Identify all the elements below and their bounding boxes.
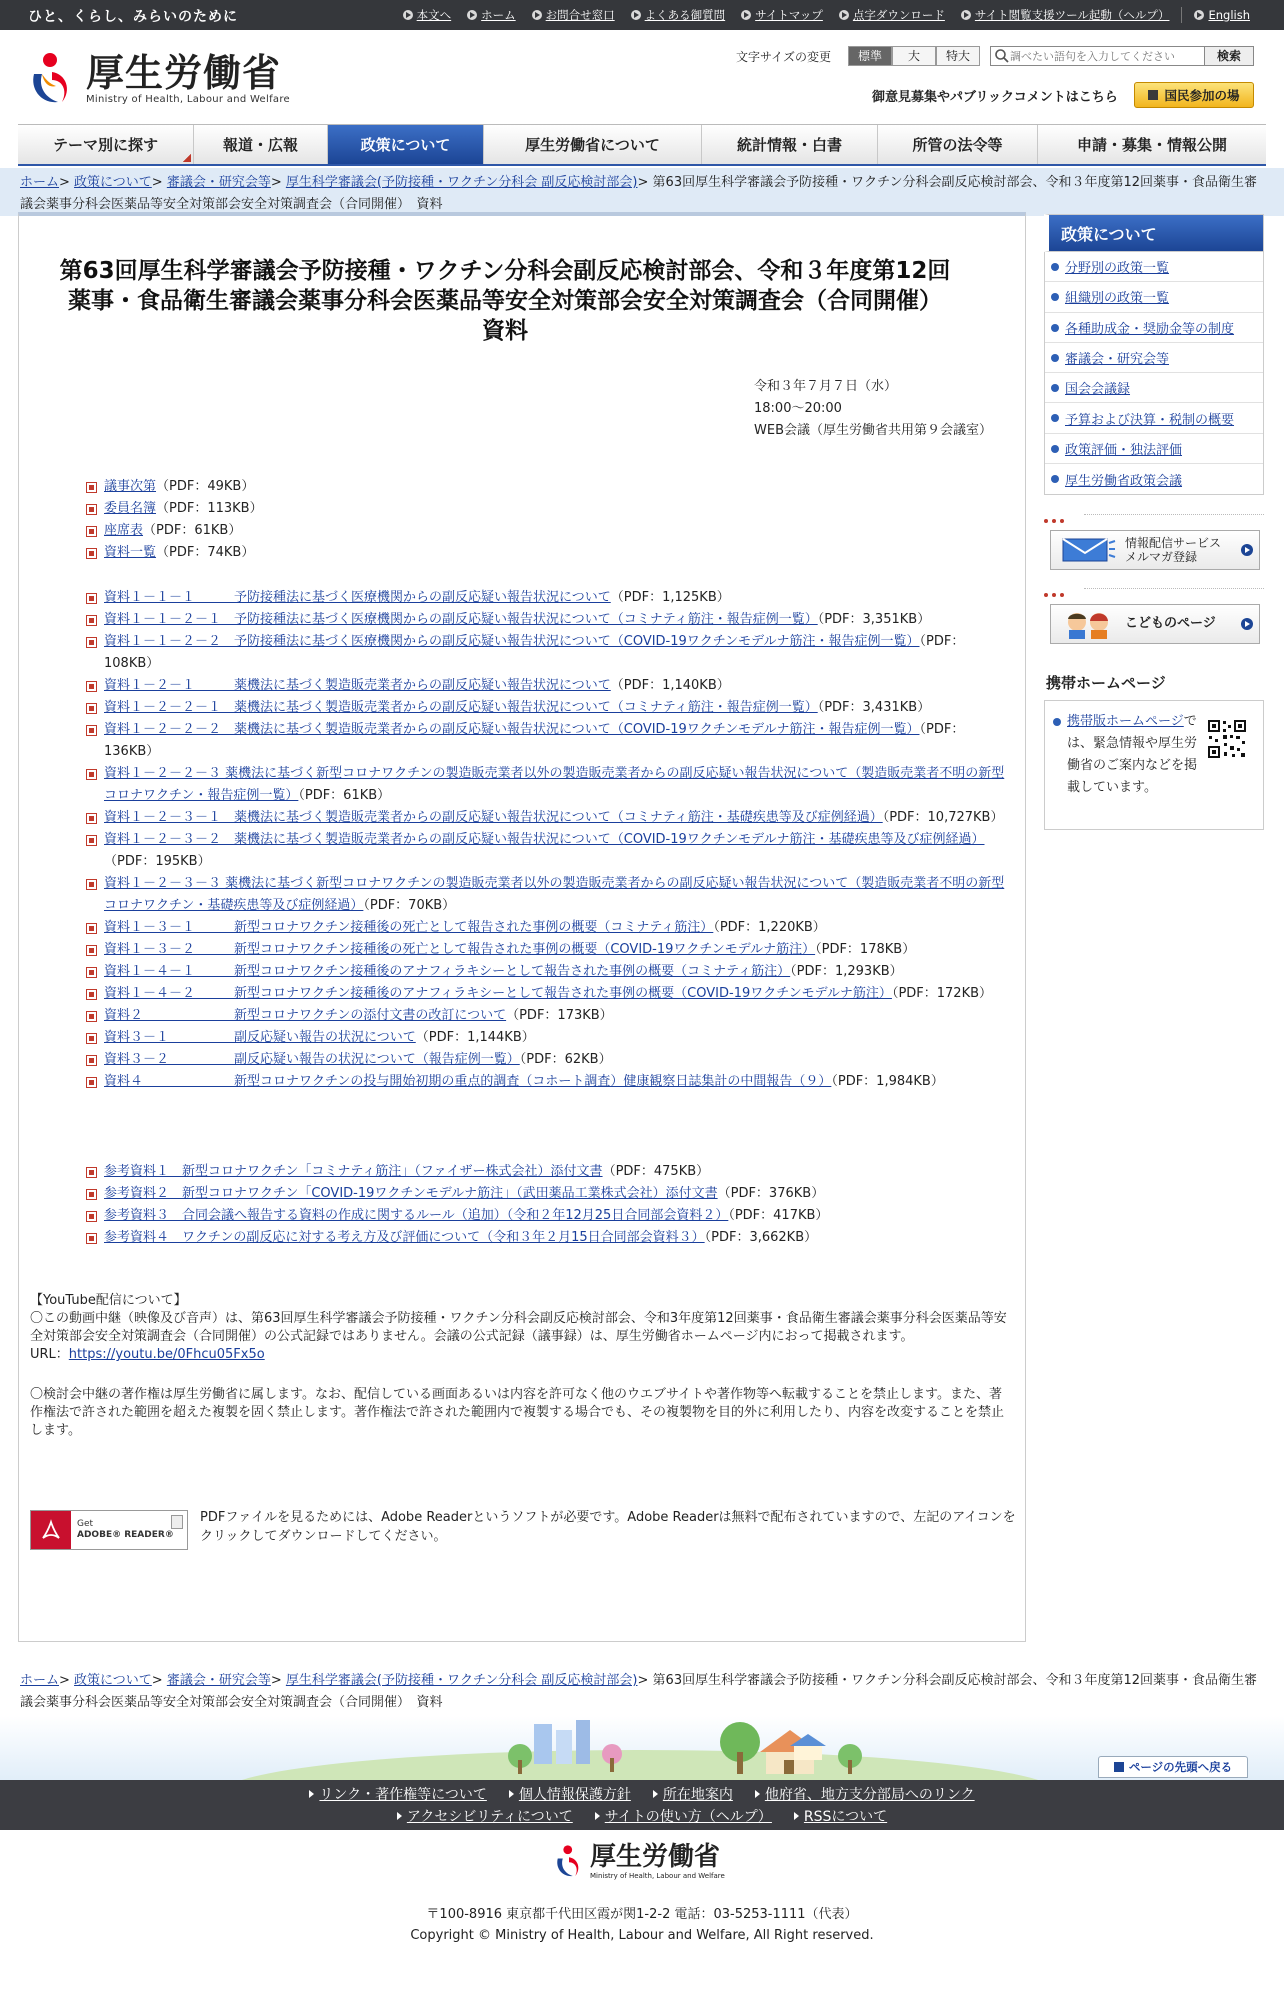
mhlw-logo-icon — [28, 50, 76, 106]
arrow-circle-icon — [403, 10, 413, 20]
mobile-site-link[interactable]: 携帯版ホームページ — [1067, 714, 1184, 729]
adobe-reader-note: PDFファイルを見るためには、Adobe Readerというソフトが必要です。Adobe Readerは無料で配布されていますので、左記のアイコンをクリックしてダウンロードしてください。 — [200, 1510, 1016, 1544]
youtube-heading: 【YouTube配信について】 — [30, 1293, 187, 1308]
pdf-icon — [86, 1189, 97, 1200]
file-size: （PDF：172KB） — [891, 986, 993, 1001]
arrow-circle-icon — [631, 10, 641, 20]
pdf-icon — [86, 967, 97, 978]
copyright-notice: 〇検討会中継の著作権は厚生労働省に属します。なお、配信している画面あるいは内容を許可なく他のウエブサイトや著作物等へ転載することを禁止します。また、著作権法で許された範囲を超えた複製を固く禁止します。著作権法で許された範囲内で複製する場合でも、その複製物を目的外に利用したり、内容を改変することを禁止します。 — [30, 1387, 1004, 1438]
mobile-site-heading: 携帯ホームページ — [1046, 674, 1166, 692]
pdf-document-link[interactable]: 資料１－２－３－２ 薬機法に基づく製造販売業者からの副反応疑い報告状況について（COVID-19ワクチンモデルナ筋注・基礎疾患等及び症例経過） — [104, 832, 985, 847]
pdf-document-link[interactable]: 資料２ 新型コロナワクチンの添付文書の改訂について — [104, 1008, 507, 1023]
pdf-document-item — [86, 520, 1012, 542]
mobile-site-box — [1044, 700, 1264, 830]
adobe-logo-icon — [31, 1511, 71, 1549]
pdf-icon — [86, 1055, 97, 1066]
arrow-circle-icon — [741, 10, 751, 20]
nav-laws[interactable]: 所管の法令等 — [878, 125, 1038, 164]
logo-subtitle: Ministry of Health, Labour and Welfare — [86, 93, 290, 105]
breadcrumb-current: 第63回厚生科学審議会予防接種・ワクチン分科会副反応検討部会、令和３年度第12回薬事・食品衛生審議会薬事分科会医薬品等安全対策部会安全対策調査会（合同開催） 資料 — [20, 1673, 1257, 1710]
file-size: （PDF：1,220KB） — [713, 920, 826, 935]
breadcrumb-councils[interactable]: 審議会・研究会等 — [166, 1673, 271, 1688]
global-nav — [18, 124, 1266, 166]
logo-title: 厚生労働省 — [86, 49, 282, 95]
font-size-standard-button[interactable]: 標準 — [848, 46, 892, 66]
pdf-document-item — [86, 631, 1012, 675]
pdf-document-link[interactable]: 資料１－３－２ 新型コロナワクチン接種後の死亡として報告された事例の概要（COVID-19ワクチンモデルナ筋注） — [104, 942, 816, 957]
pdf-document-item — [86, 961, 1012, 983]
site-logo[interactable] — [28, 50, 290, 106]
sidebar-item-evaluation[interactable]: 政策評価・独法評価 — [1045, 434, 1263, 464]
pdf-document-link[interactable]: 資料１－４－１ 新型コロナワクチン接種後のアナフィラキシーとして報告された事例の概要（コミナティ筋注） — [104, 964, 791, 979]
pdf-icon — [86, 1167, 97, 1178]
breadcrumb-home[interactable]: ホーム — [20, 1673, 60, 1688]
arrow-circle-icon — [1241, 544, 1253, 556]
pdf-document-link[interactable]: 資料１－２－３－３ 薬機法に基づく新型コロナワクチンの製造販売業者以外の製造販売業者からの副反応疑い報告状況について（製造販売業者不明の新型コロナワクチン・基礎疾患等及び症例経過） — [104, 876, 1005, 913]
file-size: （PDF：10,727KB） — [882, 810, 1004, 825]
dotted-divider — [1044, 586, 1264, 592]
file-size: （PDF：1,125KB） — [610, 590, 730, 605]
pdf-icon — [86, 1233, 97, 1244]
page-title: 第63回厚生科学審議会予防接種・ワクチン分科会副反応検討部会、令和３年度第12回 薬事・食品衛生審議会薬事分科会医薬品等安全対策部会安全対策調査会（合同開催） 資料 — [59, 258, 951, 344]
meeting-place: WEB会議（厚生労働省共用第９会議室） — [754, 423, 992, 438]
pdf-document-item — [86, 542, 1012, 564]
pdf-icon — [86, 923, 97, 934]
pdf-document-item — [86, 1161, 1012, 1183]
footer-links-row-2 — [0, 1806, 1284, 1826]
footer-link-help[interactable]: サイトの使い方（ヘルプ） — [595, 1806, 772, 1826]
file-size: （PDF：70KB） — [363, 898, 456, 913]
sidebar-item-by-field[interactable]: 分野別の政策一覧 — [1045, 252, 1263, 282]
document-list-basic — [86, 476, 1012, 564]
meeting-meta — [754, 376, 992, 442]
file-size: （PDF：108KB） — [104, 634, 965, 671]
sidebar-item-budget[interactable]: 予算および決算・税制の概要 — [1045, 403, 1263, 433]
pdf-document-item — [86, 1049, 1012, 1071]
pdf-document-link[interactable]: 資料一覧 — [104, 545, 157, 560]
breadcrumb-council-section[interactable]: 厚生科学審議会(予防接種・ワクチン分科会 副反応検討部会) — [285, 175, 638, 190]
document-list-materials — [86, 587, 1012, 1093]
pdf-icon — [86, 681, 97, 692]
file-size: （PDF：61KB） — [143, 523, 242, 538]
pdf-document-item — [86, 1027, 1012, 1049]
youtube-notice: 【YouTube配信について】 〇この動画中継（映像及び音声）は、第63回厚生科学審議会予防接種・ワクチン分科会副反応検討部会、令和3年度第12回薬事・食品衛生審議会薬事分科会医薬品等安全対策部会安全対策調査会（合同開催）の公式記録ではありません。会議の公式記録（議事録）は、厚生労働省ホームページ内におって掲載されます。 URL：https://youtu.be/0Fhcu05Fx5o 〇検討会中継の著作権は厚生労働省に属します。なお、配信している画面あるいは内容を許可なく他のウエブサイトや著作物等へ転載することを禁止します。また、著作権法で許された範囲を超えた複製を固く禁止します。著作権法で許された範囲内で複製する場合でも、その複製物を目的外に利用したり、内容を改変することを禁止します。 — [30, 1292, 1010, 1440]
toplink-sitemap[interactable]: サイトマップ — [733, 7, 831, 23]
sidebar-item-policy-meeting[interactable]: 厚生労働省政策会議 — [1045, 464, 1263, 494]
pdf-icon — [86, 482, 97, 493]
nav-applications[interactable]: 申請・募集・情報公開 — [1038, 125, 1266, 164]
breadcrumb-council-section[interactable]: 厚生科学審議会(予防接種・ワクチン分科会 副反応検討部会) — [285, 1673, 638, 1688]
pdf-icon — [86, 813, 97, 824]
pdf-document-item — [86, 807, 1012, 829]
file-size: （PDF：62KB） — [519, 1052, 612, 1067]
search-box — [990, 46, 1220, 66]
file-size: （PDF：3,431KB） — [817, 700, 931, 715]
pdf-icon — [86, 1211, 97, 1222]
toplink-braille[interactable]: 点字ダウンロード — [831, 7, 953, 23]
youtube-link[interactable]: https://youtu.be/0Fhcu05Fx5o — [68, 1347, 265, 1362]
footer-links-row-1 — [0, 1784, 1284, 1804]
search-button[interactable]: 検索 — [1204, 46, 1254, 66]
public-comment-text: 御意見募集やパブリックコメントはこちら — [872, 90, 1118, 105]
file-size: （PDF：376KB） — [717, 1186, 825, 1201]
copyright: Copyright © Ministry of Health, Labour and Welfare, All Right reserved. — [410, 1928, 874, 1943]
pdf-document-item — [86, 939, 1012, 961]
file-size: （PDF：1,293KB） — [790, 964, 903, 979]
file-size: （PDF：1,984KB） — [831, 1074, 944, 1089]
pdf-document-item — [86, 697, 1012, 719]
pdf-document-link[interactable]: 資料１－２－２－１ 薬機法に基づく製造販売業者からの副反応疑い報告状況について（コミナティ筋注・報告症例一覧） — [104, 700, 818, 715]
footer-link-privacy[interactable]: 個人情報保護方針 — [509, 1784, 631, 1804]
toplink-faq[interactable]: よくある御質問 — [623, 7, 734, 23]
footer-link-accessibility[interactable]: アクセシビリティについて — [397, 1806, 573, 1826]
nav-about[interactable]: 厚生労働省について — [484, 125, 702, 164]
toplink-home[interactable]: ホーム — [459, 7, 524, 23]
arrow-up-icon — [1114, 1762, 1124, 1772]
pdf-icon — [86, 615, 97, 626]
youtube-paragraph: 〇この動画中継（映像及び音声）は、第63回厚生科学審議会予防接種・ワクチン分科会副反応検討部会、令和3年度第12回薬事・食品衛生審議会薬事分科会医薬品等安全対策部会安全対策調査会（合同開催）の公式記録ではありません。会議の公式記録（議事録）は、厚生労働省ホームページ内におって掲載されます。 — [30, 1311, 1007, 1344]
font-size-group — [848, 46, 980, 66]
pdf-icon — [86, 593, 97, 604]
breadcrumb-home[interactable]: ホーム — [20, 175, 60, 190]
pdf-document-item — [86, 1205, 1012, 1227]
breadcrumb: ホーム> 政策について> 審議会・研究会等> 厚生科学審議会(予防接種・ワクチン分科会 副反応検討部会)> 第63回厚生科学審議会予防接種・ワクチン分科会副反応検討部会、令和３年度第12回薬事・食品衛生審議会薬事分科会医薬品等安全対策部会安全対策調査会（合同開催） 資料 — [20, 175, 1257, 212]
get-adobe-reader-button[interactable]: Get ADOBE® READER® — [30, 1510, 188, 1550]
file-size: （PDF：173KB） — [506, 1008, 613, 1023]
file-size: （PDF：136KB） — [104, 722, 965, 759]
back-to-top-button[interactable]: ページの先頭へ戻る — [1098, 1756, 1248, 1778]
font-size-label: 文字サイズの変更 — [736, 50, 832, 64]
pdf-icon — [86, 769, 97, 780]
dotted-divider — [1044, 512, 1264, 518]
pdf-document-link[interactable]: 資料１－２－１ 薬機法に基づく製造販売業者からの副反応疑い報告状況について — [104, 678, 611, 693]
pdf-icon — [86, 548, 97, 559]
home-icon — [467, 10, 477, 20]
meeting-date: 令和３年７月７日（水） — [754, 379, 898, 394]
mail-magazine-banner[interactable]: 情報配信サービス メルマガ登録 — [1050, 530, 1260, 570]
pdf-document-item — [86, 675, 1012, 697]
file-size: （PDF：417KB） — [728, 1208, 829, 1223]
file-size: （PDF：61KB） — [298, 788, 391, 803]
file-size: （PDF：3,351KB） — [817, 612, 931, 627]
sidebar-item-by-organization[interactable]: 組織別の政策一覧 — [1045, 282, 1263, 312]
pdf-document-item — [86, 983, 1012, 1005]
kids-page-banner[interactable]: こどものページ — [1050, 604, 1260, 644]
pdf-document-item — [86, 476, 1012, 498]
document-list-references — [86, 1161, 1012, 1249]
nav-statistics[interactable]: 統計情報・白書 — [702, 125, 878, 164]
footer-link-copyright[interactable]: リンク・著作権等について — [309, 1784, 486, 1804]
pdf-document-link[interactable]: 資料１－１－１ 予防接種法に基づく医療機関からの副反応疑い報告状況について — [104, 590, 611, 605]
file-size: （PDF：195KB） — [104, 854, 211, 869]
footer-logo: 厚生労働省 Ministry of Health, Labour and Welfare — [554, 1842, 725, 1880]
breadcrumb-councils[interactable]: 審議会・研究会等 — [166, 175, 271, 190]
pdf-document-item — [86, 498, 1012, 520]
pdf-document-link[interactable]: 参考資料３ 合同会議へ報告する資料の作成に関するルール（追加）（令和２年12月25日合同部会資料２） — [104, 1208, 729, 1223]
divider — [1181, 7, 1182, 23]
breadcrumb-bottom: ホーム> 政策について> 審議会・研究会等> 厚生科学審議会(予防接種・ワクチン分科会 副反応検討部会)> 第63回厚生科学審議会予防接種・ワクチン分科会副反応検討部会、令和３年度第12回薬事・食品衛生審議会薬事分科会医薬品等安全対策部会安全対策調査会（合同開催） 資料 — [20, 1673, 1257, 1710]
square-icon — [1148, 90, 1158, 100]
pdf-document-link[interactable]: 議事次第 — [104, 479, 157, 494]
arrow-circle-icon — [839, 10, 849, 20]
pdf-icon — [86, 879, 97, 890]
search-input[interactable] — [1010, 50, 1180, 63]
pdf-document-link[interactable]: 資料１－３－１ 新型コロナワクチン接種後の死亡として報告された事例の概要（コミナティ筋注） — [104, 920, 714, 935]
children-icon — [1057, 609, 1117, 639]
pdf-document-item — [86, 1227, 1012, 1249]
arrow-circle-icon — [1241, 618, 1253, 630]
site-tagline: ひと、くらし、みらいのために — [28, 9, 238, 25]
top-links — [395, 7, 1258, 23]
pdf-document-link[interactable]: 資料３－２ 副反応疑い報告の状況について（報告症例一覧） — [104, 1052, 520, 1067]
pdf-document-link[interactable]: 座席表 — [104, 523, 144, 538]
file-size: （PDF：74KB） — [156, 545, 255, 560]
sidebar-item-diet-records[interactable]: 国会会議録 — [1045, 373, 1263, 403]
envelope-icon — [1057, 535, 1117, 565]
pdf-document-item — [86, 829, 1012, 873]
pdf-document-item — [86, 719, 1012, 763]
pdf-document-item — [86, 873, 1012, 917]
footer-link-rss[interactable]: RSSについて — [794, 1806, 887, 1826]
pdf-icon — [86, 637, 97, 648]
pdf-icon — [86, 703, 97, 714]
toplink-contact[interactable]: お問合せ窓口 — [524, 7, 623, 23]
qr-code-icon — [1207, 719, 1247, 759]
pdf-icon — [86, 526, 97, 537]
nav-policy[interactable]: 政策について — [328, 125, 484, 164]
pdf-icon — [86, 504, 97, 515]
sidebar-item-councils[interactable]: 審議会・研究会等 — [1045, 343, 1263, 373]
pdf-icon — [86, 725, 97, 736]
meeting-time: 18:00～20:00 — [754, 401, 842, 416]
file-size: （PDF：49KB） — [156, 479, 255, 494]
pdf-icon — [86, 945, 97, 956]
footer-address: 〒100-8916 東京都千代田区霞が関1-2-2 電話：03-5253-1111（代表） Copyright © Ministry of Health, Labour and Welfare, All Right reserved. — [0, 1904, 1284, 1946]
footer-link-location[interactable]: 所在地案内 — [653, 1784, 733, 1804]
pdf-document-link[interactable]: 資料１－２－２－３ 薬機法に基づく新型コロナワクチンの製造販売業者以外の製造販売業者からの副反応疑い報告状況について（製造販売業者不明の新型コロナワクチン・報告症例一覧） — [104, 766, 1005, 803]
arrow-circle-icon — [532, 10, 542, 20]
arrow-circle-icon — [1194, 10, 1204, 20]
pdf-document-link[interactable]: 資料１－１－２－２ 予防接種法に基づく医療機関からの副反応疑い報告状況について（COVID-19ワクチンモデルナ筋注・報告症例一覧） — [104, 634, 920, 649]
toplink-english[interactable]: English — [1186, 7, 1258, 23]
toplink-skip[interactable]: 本文へ — [395, 7, 460, 23]
pdf-document-link[interactable]: 資料１－１－２－１ 予防接種法に基づく医療機関からの副反応疑い報告状況について（コミナティ筋注・報告症例一覧） — [104, 612, 818, 627]
pdf-document-item — [86, 1005, 1012, 1027]
pdf-document-item — [86, 1071, 1012, 1093]
nav-press[interactable]: 報道・広報 — [194, 125, 328, 164]
file-size: （PDF：1,144KB） — [415, 1030, 535, 1045]
file-size: （PDF：3,662KB） — [704, 1230, 818, 1245]
town-illustration — [0, 1716, 1284, 1780]
breadcrumb-current: 第63回厚生科学審議会予防接種・ワクチン分科会副反応検討部会、令和３年度第12回薬事・食品衛生審議会薬事分科会医薬品等安全対策部会安全対策調査会（合同開催） 資料 — [20, 175, 1257, 212]
mhlw-logo-icon — [554, 1843, 584, 1879]
file-size: （PDF：475KB） — [602, 1164, 710, 1179]
pdf-document-link[interactable]: 参考資料２ 新型コロナワクチン「COVID-19ワクチンモデルナ筋注」（武田薬品工業株式会社）添付文書 — [104, 1186, 718, 1201]
sidebar-heading: 政策について — [1044, 214, 1264, 252]
pdf-document-item — [86, 1183, 1012, 1205]
toplink-accessibility-tool[interactable]: サイト閲覧支援ツール起動（ヘルプ） — [953, 7, 1178, 23]
pdf-document-link[interactable]: 委員名簿 — [104, 501, 157, 516]
pdf-document-link[interactable]: 資料４ 新型コロナワクチンの投与開始初期の重点的調査（コホート調査）健康観察日誌集計の中間報告（９） — [104, 1074, 832, 1089]
pdf-icon — [86, 989, 97, 1000]
top-bar — [0, 0, 1284, 30]
nav-theme[interactable]: テーマ別に探す — [18, 125, 194, 164]
pdf-icon — [86, 835, 97, 846]
download-icon — [171, 1515, 183, 1529]
font-size-large-button[interactable]: 大 — [892, 46, 936, 66]
breadcrumb-policy[interactable]: 政策について — [74, 175, 152, 190]
pdf-icon — [86, 1011, 97, 1022]
sidebar-menu — [1044, 252, 1264, 495]
font-size-xlarge-button[interactable]: 特大 — [936, 46, 980, 66]
pdf-document-item — [86, 587, 1012, 609]
arrow-circle-icon — [961, 10, 971, 20]
corner-mark-icon — [183, 154, 191, 162]
pdf-icon — [86, 1077, 97, 1088]
file-size: （PDF：178KB） — [815, 942, 916, 957]
pdf-document-link[interactable]: 資料３－１ 副反応疑い報告の状況について — [104, 1030, 416, 1045]
sidebar-item-grants[interactable]: 各種助成金・奨励金等の制度 — [1045, 313, 1263, 343]
pdf-document-item — [86, 763, 1012, 807]
citizen-participation-button[interactable]: 国民参加の場 — [1134, 82, 1254, 108]
pdf-document-item — [86, 609, 1012, 631]
pdf-document-link[interactable]: 資料１－２－２－２ 薬機法に基づく製造販売業者からの副反応疑い報告状況について（COVID-19ワクチンモデルナ筋注・報告症例一覧） — [104, 722, 920, 737]
search-icon — [994, 48, 1010, 64]
footer-link-other-ministries[interactable]: 他府省、地方支分部局へのリンク — [755, 1784, 975, 1804]
breadcrumb-policy[interactable]: 政策について — [74, 1673, 152, 1688]
pdf-document-link[interactable]: 参考資料１ 新型コロナワクチン「コミナティ筋注」（ファイザー株式会社）添付文書 — [104, 1164, 603, 1179]
file-size: （PDF：113KB） — [156, 501, 263, 516]
pdf-document-link[interactable]: 資料１－４－２ 新型コロナワクチン接種後のアナフィラキシーとして報告された事例の概要（COVID-19ワクチンモデルナ筋注） — [104, 986, 892, 1001]
pdf-document-link[interactable]: 資料１－２－３－１ 薬機法に基づく製造販売業者からの副反応疑い報告状況について（コミナティ筋注・基礎疾患等及び症例経過） — [104, 810, 883, 825]
pdf-document-link[interactable]: 参考資料４ ワクチンの副反応に対する考え方及び評価について（令和３年２月15日合同部会資料３） — [104, 1230, 705, 1245]
mobile-site-description: では、緊急情報や厚生労働省のご案内などを掲載しています。 — [1067, 714, 1198, 795]
pdf-document-item — [86, 917, 1012, 939]
file-size: （PDF：1,140KB） — [610, 678, 730, 693]
pdf-icon — [86, 1033, 97, 1044]
